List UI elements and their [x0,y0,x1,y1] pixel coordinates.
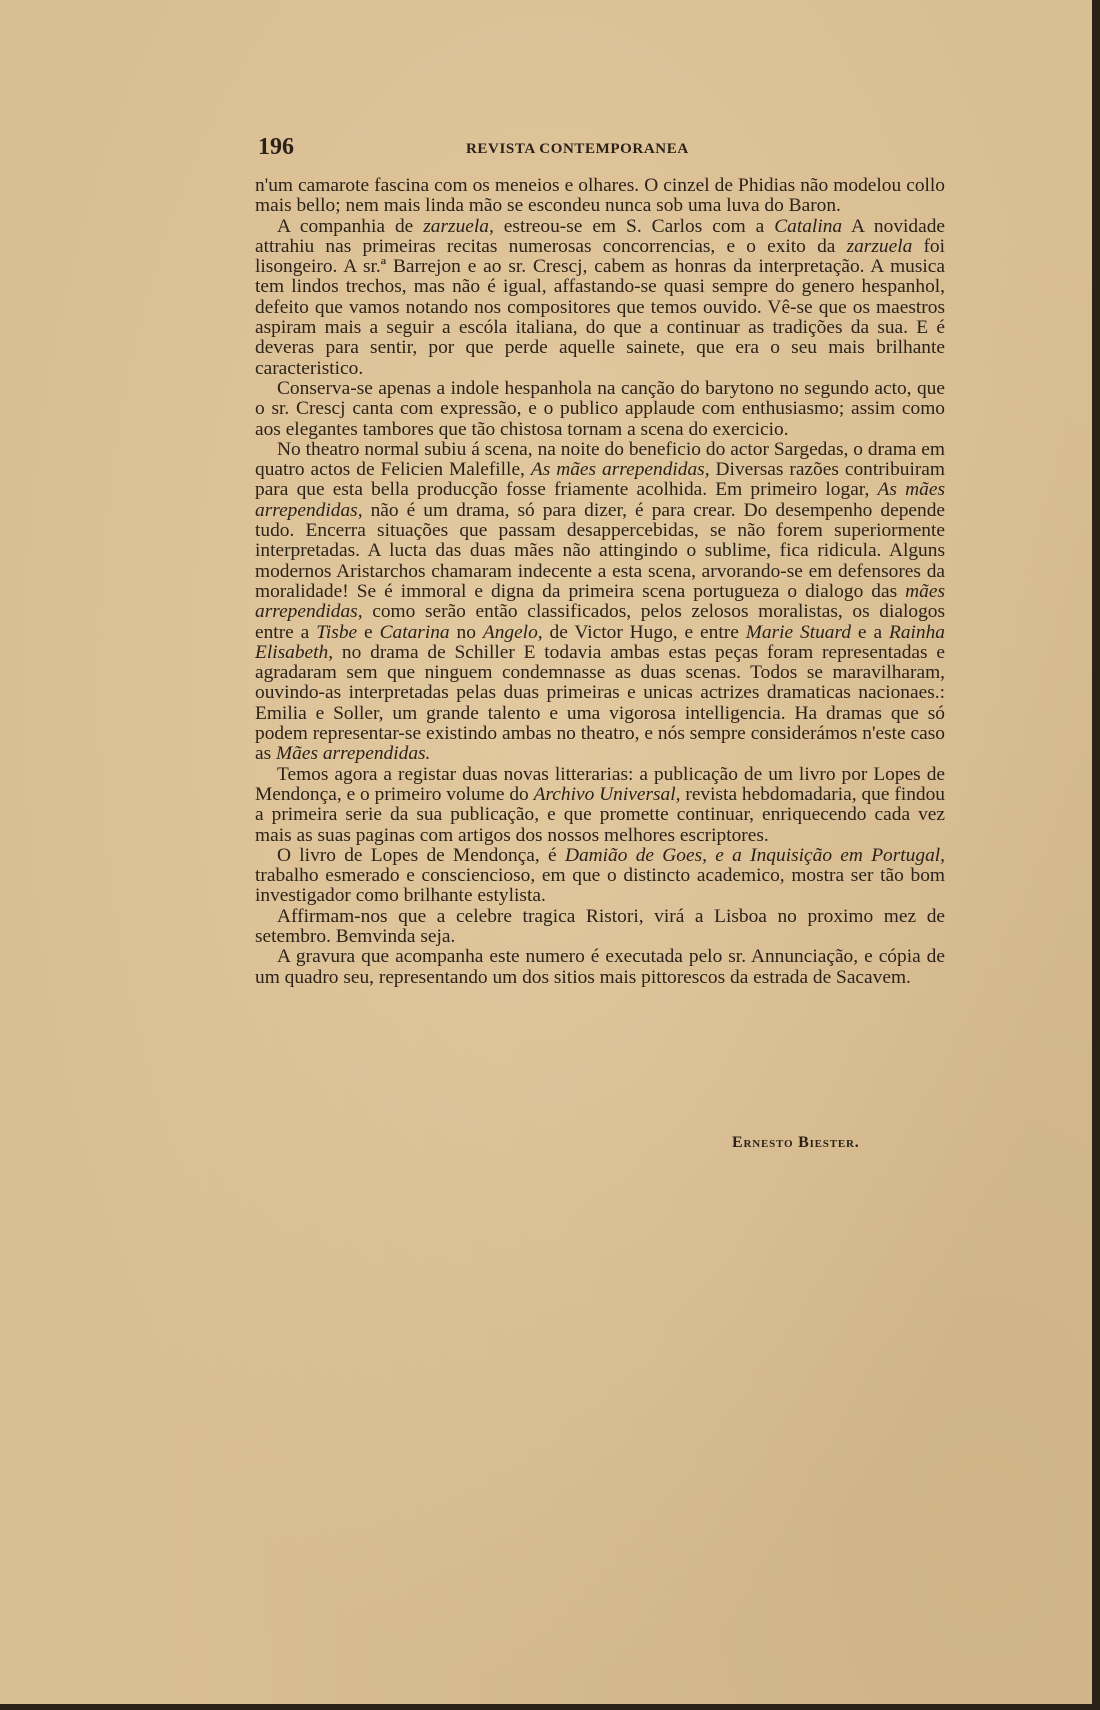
text-run: Conserva-se apenas a indole hespanhola na canção do barytono no segundo acto, que o sr. Crescj canta com expressão, e o publico applaude com enthusiasmo; assim como aos elegantes tambores que tão chistosa tornam a scena do exercicio. [255,377,945,440]
text-run: A gravura que acompanha este numero é executada pelo sr. Annunciação, e cópia de um quadro seu, representando um dos sitios mais pittorescos da estrada de Sacavem. [255,946,945,988]
text-run: no drama de Schiller E todavia ambas estas peças foram representadas e agradaram sem que ninguem condemnasse as duas scenas. Todos se maravilharam, ouvindo-as interpretadas pelas duas primeiras e unicas actrizes dramaticas nacionaes.: Emilia e Soller, um grande talento e uma vigorosa intelligencia. Ha dramas que só podem representar-se existindo ambas no theatro, e nós sempre considerámos n'este caso as [255,641,945,765]
page-number: 196 [258,134,294,160]
paragraph [255,765,945,846]
paragraph [255,907,945,948]
paragraph [255,440,945,765]
text-run: A novidade attrahiu nas primeiras recitas numerosas concorrencias, e o exito da [255,215,946,257]
text-run: e a [851,621,889,643]
italic-title-run: Catalina [774,215,843,237]
italic-title-run: As mães arrependidas, [255,479,945,521]
text-run: revista hebdomadaria, que findou a primeira serie da sua publicação, e que promette continuar, enriquecendo cada vez mais as suas paginas com artigos dos nossos melhores escriptores. [255,783,945,846]
running-title: REVISTA CONTEMPORANEA [466,141,689,157]
text-run: Affirmam-nos que a celebre tragica Ristori, virá a Lisboa no proximo mez de setembro. Bemvinda seja. [255,905,945,947]
italic-title-run: Mães arrependidas. [276,743,431,765]
paragraph [255,947,945,988]
italic-title-run: Tisbe [316,621,358,643]
paragraph [255,379,945,440]
italic-title-run: Damião de Goes, e a Inquisição em Portugal, [564,844,945,866]
text-run: e [357,621,380,643]
paragraph [255,176,945,217]
text-run: de Victor Hugo, e entre [542,621,746,643]
italic-title-run: Archivo Universal, [533,783,681,805]
italic-title-run: mães arrependidas, [255,580,945,623]
text-run: como serão então classificados, pelos zelosos moralistas, os dialogos entre a [255,601,945,643]
text-run: estreou-se em S. Carlos com a [493,215,775,237]
text-run: Diversas razões contribuiram para que esta bella producção fosse friamente acolhida. Em primeiro logar, [255,459,945,501]
page-header [258,134,948,162]
text-run: No theatro normal subiu á scena, na noite do beneficio do actor Sargedas, o drama em quatro actos de Felicien Malefille, [255,438,945,481]
italic-title-run: zarzuela [846,235,913,257]
text-run: n'um camarote fascina com os meneios e olhares. O cinzel de Phidias não modelou collo mais bello; nem mais linda mão se escondeu nunca sob uma luva do Baron. [255,175,945,217]
italic-title-run: zarzuela, [423,215,494,237]
text-run: Temos agora a registar duas novas litterarias: a publicação de um livro por Lopes de Mendonça, e o primeiro volume do [255,763,945,805]
text-run: A companhia de [277,215,424,237]
text-run: O livro de Lopes de Mendonça, é [277,844,565,866]
italic-title-run: Rainha Elisabeth, [255,621,945,663]
article-body [255,176,945,988]
text-run: não é um drama, só para dizer, é para crear. Do desempenho depende tudo. Encerra situações que passam desappercebidas, se não forem superiormente interpretadas. A lucta das duas mães não attingindo o sublime, fica ridicula. Alguns modernos Aristarchos chamaram indecente a esta scena, arvorando-se em defensores da moralidade! Se é immoral e digna da primeira scena portugueza o dialogo das [255,499,945,602]
italic-title-run: Angelo, [482,621,543,643]
text-run: trabalho esmerado e consciencioso, em que o distincto academico, mostra ser tão bom investigador como brilhante estylista. [255,865,945,907]
text-run: foi lisongeiro. A sr.ª Barrejon e ao sr. Crescj, cabem as honras da interpretação. A musica tem lindos trechos, mas não é igual, affastando-se quasi sempre do genero hespanhol, defeito que vamos notando nos compositores que temos ouvido. Vê-se que os maestros aspiram mais a seguir a escóla italiana, do que a continuar as tradições da sua. E é deveras para sentir, por que perde aquelle sainete, que era o seu mais brilhante caracteristico. [255,235,946,379]
italic-title-run: Marie Stuard [745,621,852,643]
text-run: no [449,621,483,643]
italic-title-run: As mães arrependidas, [530,459,710,481]
paragraph [255,217,945,379]
paragraph [255,846,945,907]
author-signature: Ernesto Biester. [732,1134,860,1151]
italic-title-run: Catarina [379,621,450,643]
